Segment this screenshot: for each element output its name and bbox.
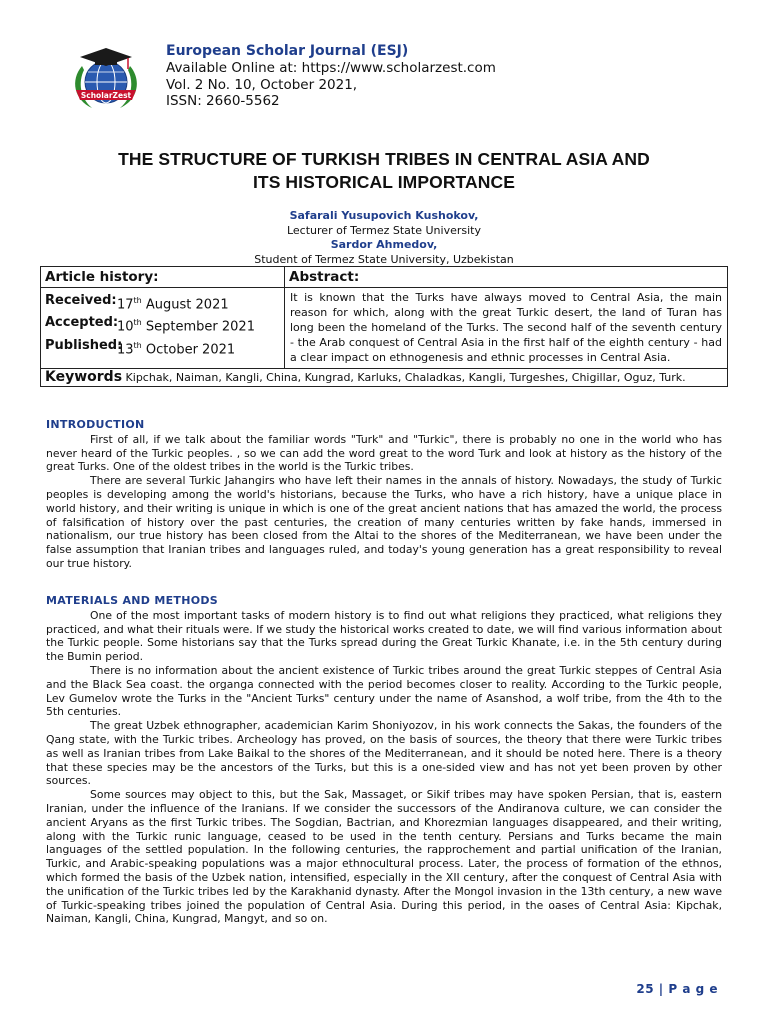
published-date: 13th October 2021 — [117, 340, 236, 357]
page-number: 25 | P a g e — [636, 982, 718, 996]
paragraph: One of the most important tasks of modern history is to find out what religions they practiced, what religions they practiced, and what their rituals were. If we study the historical works created to date, we will find various information about the Turkic people. Some historians say that the Turks spread during the Great Turkic Khanate, i.e. in the 5th century during the Bumin period. — [46, 608, 722, 664]
authors-block — [0, 209, 768, 267]
journal-name: European Scholar Journal (ESJ) — [166, 43, 409, 59]
paragraph: First of all, if we talk about the familiar words "Turk" and "Turkic", there is probably no one in the world who has never heard of the Turkic peoples. , so we can add the word great to the word Turk and look at history as the history of the great Turks. One of the oldest tribes in the world is the Turkic tribes. — [46, 432, 722, 474]
accepted-date: 10th September 2021 — [117, 318, 255, 335]
introduction-section — [46, 418, 722, 571]
section-heading: INTRODUCTION — [46, 418, 145, 431]
keywords-list: Kipchak, Naiman, Kangli, China, Kungrad, Karluks, Chaladkas, Kangli, Turgeshes, Chigillar, Oguz, Turk. — [122, 371, 686, 384]
title-line-2: ITS HISTORICAL IMPORTANCE — [252, 172, 516, 192]
materials-methods-section — [46, 594, 722, 926]
journal-volume: Vol. 2 No. 10, October 2021, — [166, 76, 358, 93]
keywords-row — [41, 369, 728, 387]
title-line-1: THE STRUCTURE OF TURKISH TRIBES IN CENTRAL ASIA AND — [118, 149, 650, 169]
abstract-heading: Abstract: — [285, 267, 728, 288]
keywords-label: Keywords — [45, 369, 123, 385]
author-name: Safarali Yusupovich Kushokov, — [289, 209, 479, 222]
paragraph: There is no information about the ancient existence of Turkic tribes around the great Turkic steppes of Central Asia and the Black Sea coast. the organga connected with the period becomes closer to reality. According to the Turkic people, Lev Gumelov wrote the Turks in the "Ancient Turks" century under the name of Asanshod, a wolf tribe, from the 4th to the 5th centuries. — [46, 663, 722, 719]
article-title — [40, 148, 728, 194]
published-row — [45, 337, 280, 359]
paragraph: Some sources may object to this, but the Sak, Massaget, or Sikif tribes may have spoken Persian, that is, eastern Iranian, under the influence of the Iranians. If we consider the successors of the Andiranova culture, we can consider the ancient Aryans as the first Turkic tribes. The Sogdian, Bactrian, and Khorezmian languages disappeared, and their writing, along with the Turkic runic language, ceased to be used in the tenth century. Persians and Turks became the main languages of the settled population. In the following centuries, the rapprochement and partial unification of the Iranian, Turkic, and Arabic-speaking populations was a major ethnocultural process. Later, the process of formation of the ethnos, which formed the basis of the Uzbek nation, intensified, especially in the XII century, after the conquest of Central Asia with the unification of the Turkic tribes led by the Karakhanid dynasty. After the Mongol invasion in the 13th century, a new wave of Turkic-speaking tribes joined the population of Central Asia. During this period, in the oases of Central Asia: Kipchak, Naiman, Kangli, China, Kungrad, Mangyt, and so on. — [46, 788, 722, 926]
svg-text:ScholarZest: ScholarZest — [80, 91, 132, 100]
article-history-heading: Article history: — [41, 267, 285, 288]
received-row — [45, 292, 280, 314]
paragraph: The great Uzbek ethnographer, academician Karim Shoniyozov, in his work connects the Sakas, the founders of the Qang state, with the Turkic tribes. Archeology has proved, on the basis of sources, the theory that there were Turkic tribes as well as Iranian tribes from Lake Baikal to the shores of the Mediterranean, and it should be noted here. There is a theory that these species may be the ancestors of the Turks, but this is a one-sided view and has not yet been proven by other sources. — [46, 719, 722, 788]
journal-issn: ISSN: 2660-5562 — [166, 93, 280, 109]
accepted-label: Accepted: — [45, 315, 119, 331]
author-name: Sardor Ahmedov, — [330, 238, 438, 251]
abstract-text: It is known that the Turks have always moved to Central Asia, the main reason for which, along with the great Turkic desert, the land of Turan has long been the homeland of the Turks. The second half of the seventh century - the Arab conquest of Central Asia in the first half of the eighth century - had a clear impact on ethnogenesis and ethnic processes in Central Asia. — [285, 288, 728, 369]
received-date: 17th August 2021 — [117, 296, 229, 313]
accepted-row — [45, 314, 280, 336]
published-label: Published: — [45, 337, 123, 353]
paragraph: There are several Turkic Jahangirs who have left their names in the annals of history. Nowadays, the study of Turkic peoples is developing among the world's historians, because the Turks, who have a rich history, have a unique place in world history, and their writing is unique in which is one of the great ancient nations that has amazed the world, the process of falsification of history over the past centuries, the creation of many centuries written by fake hands, immersed in nationalism, our true history has been closed from the Altai to the shores of the Mediterranean, we have been under the false assumption that Iranian tribes and languages ruled, and today's young generation has a great responsibility to reveal our true history. — [46, 474, 722, 570]
received-label: Received: — [45, 293, 117, 308]
author-affiliation: Lecturer of Termez State University — [286, 223, 481, 237]
journal-url[interactable]: Available Online at: https://www.scholarzest.com — [166, 60, 496, 76]
scholarzest-logo — [62, 44, 150, 114]
section-heading: MATERIALS AND METHODS — [46, 594, 219, 607]
article-info-table — [40, 266, 728, 387]
article-dates — [41, 288, 285, 369]
author-affiliation: Student of Termez State University, Uzbekistan — [254, 252, 514, 266]
journal-header — [166, 42, 726, 110]
